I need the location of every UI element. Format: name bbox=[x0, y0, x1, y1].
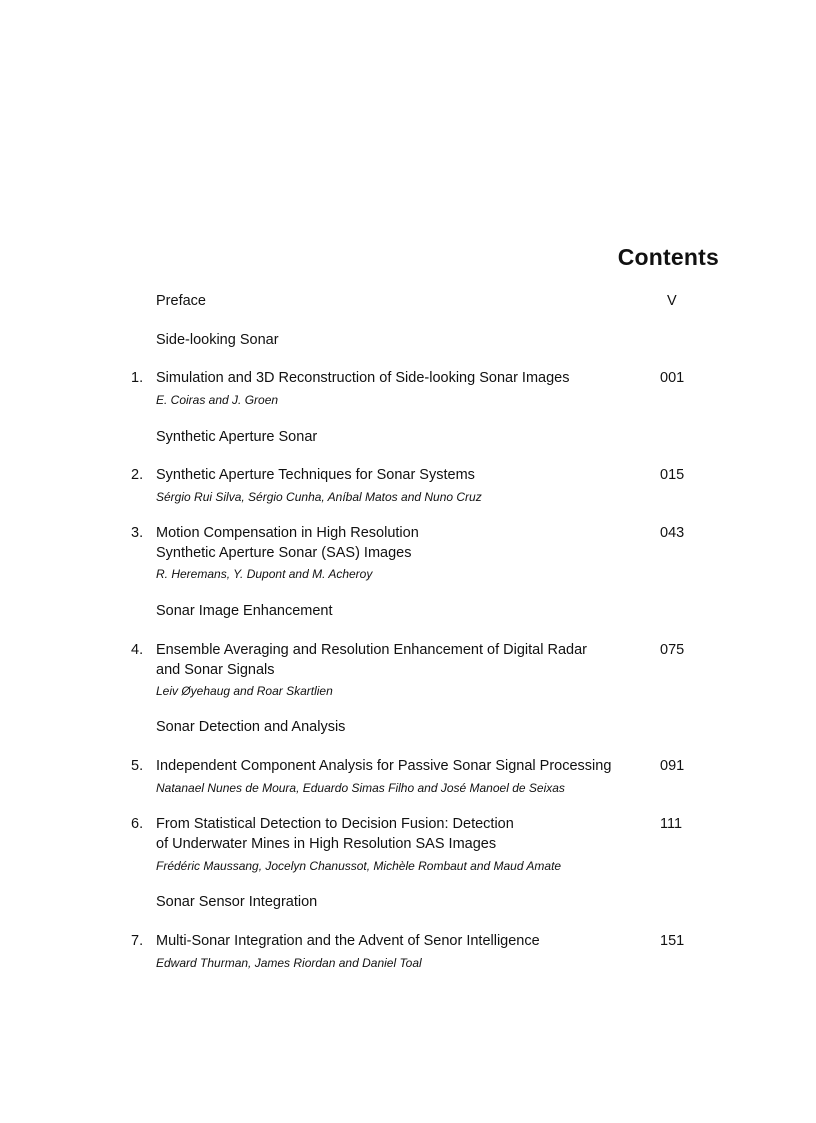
chapter-authors: Edward Thurman, James Riordan and Daniel Toal bbox=[156, 956, 422, 970]
chapter-page-number: 091 bbox=[660, 758, 685, 774]
chapter-title: Ensemble Averaging and Resolution Enhancement of Digital Radar and Sonar Signals bbox=[156, 642, 587, 678]
chapter-title: Motion Compensation in High Resolution Synthetic Aperture Sonar (SAS) Images bbox=[156, 525, 419, 561]
chapter-title: From Statistical Detection to Decision Fusion: Detection of Underwater Mines in High Resolution SAS Images bbox=[156, 816, 514, 852]
chapter-number: 6. bbox=[131, 816, 144, 832]
chapter-title: Independent Component Analysis for Passive Sonar Signal Processing bbox=[156, 758, 612, 774]
chapter-number: 4. bbox=[131, 642, 144, 658]
chapter-number: 7. bbox=[131, 933, 144, 949]
section-heading: Sonar Image Enhancement bbox=[156, 603, 333, 619]
chapter-page-number: 111 bbox=[660, 816, 683, 832]
section-heading: Sonar Detection and Analysis bbox=[156, 719, 346, 735]
chapter-title: Multi-Sonar Integration and the Advent of Senor Intelligence bbox=[156, 933, 540, 949]
chapter-title: Simulation and 3D Reconstruction of Side-looking Sonar Images bbox=[156, 370, 570, 386]
preface-page-number: V bbox=[667, 293, 677, 309]
chapter-page-number: 075 bbox=[660, 642, 685, 658]
preface-label: Preface bbox=[156, 293, 206, 309]
chapter-title: Synthetic Aperture Techniques for Sonar Systems bbox=[156, 467, 475, 483]
chapter-page-number: 001 bbox=[660, 370, 685, 386]
page-title: Contents bbox=[617, 244, 719, 270]
chapter-page-number: 151 bbox=[660, 933, 685, 949]
chapter-authors: Leiv Øyehaug and Roar Skartlien bbox=[156, 684, 333, 698]
chapter-authors: Frédéric Maussang, Jocelyn Chanussot, Michèle Rombaut and Maud Amate bbox=[156, 859, 562, 873]
chapter-number: 2. bbox=[131, 467, 144, 483]
chapter-authors: Sérgio Rui Silva, Sérgio Cunha, Aníbal Matos and Nuno Cruz bbox=[156, 490, 482, 504]
chapter-number: 3. bbox=[131, 525, 144, 541]
chapter-authors: Natanael Nunes de Moura, Eduardo Simas Filho and José Manoel de Seixas bbox=[156, 781, 565, 795]
section-heading: Sonar Sensor Integration bbox=[156, 894, 318, 910]
chapter-page-number: 015 bbox=[660, 467, 685, 483]
chapter-number: 5. bbox=[131, 758, 144, 774]
chapter-number: 1. bbox=[131, 370, 144, 386]
chapter-authors: E. Coiras and J. Groen bbox=[156, 393, 279, 407]
chapter-authors: R. Heremans, Y. Dupont and M. Acheroy bbox=[156, 567, 373, 581]
section-heading: Synthetic Aperture Sonar bbox=[156, 429, 318, 445]
chapter-page-number: 043 bbox=[660, 525, 685, 541]
section-heading: Side-looking Sonar bbox=[156, 332, 279, 348]
